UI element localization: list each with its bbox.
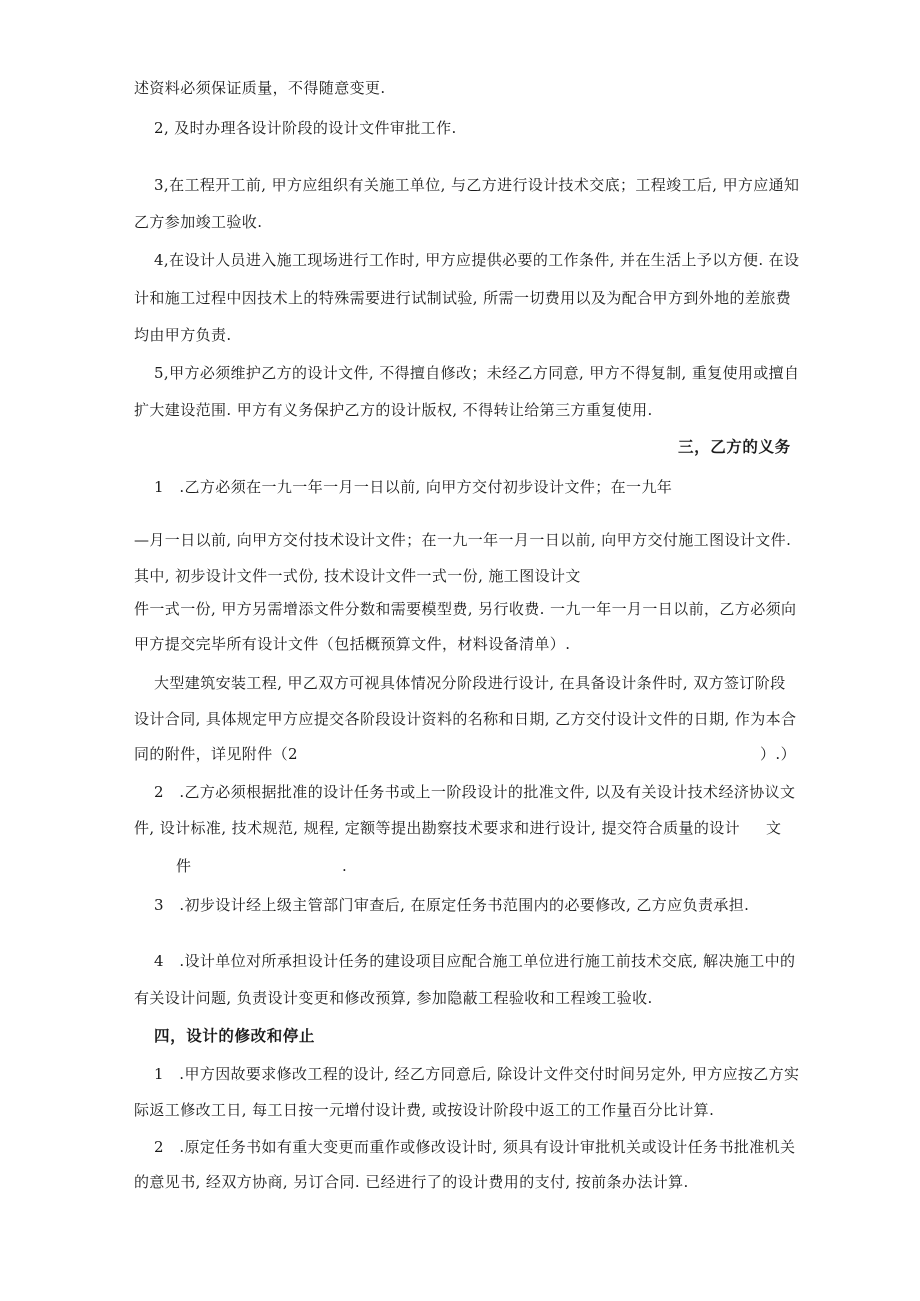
text-line: 的意见书, 经双方协商, 另订合同. 已经进行了的设计费用的支付, 按前条办法计算. bbox=[134, 1173, 689, 1191]
text-line: 计和施工过程中因技术上的特殊需要进行试制试验, 所需一切费用以及为配合甲方到外地的差旅费 bbox=[134, 289, 792, 307]
text-line: 甲方提交完毕所有设计文件（包括概预算文件，材料设备清单）. bbox=[134, 635, 571, 653]
text-line: 大型建筑安装工程, 甲乙双方可视具体情况分阶段进行设计, 在具备设计条件时, 双方签订阶段 bbox=[154, 674, 786, 692]
text-line: 件, 设计标准, 技术规范, 规程, 定额等提出勘察技术要求和进行设计, 提交符合质量的设计 bbox=[134, 819, 741, 837]
text-line: 件一式一份, 甲方另需增添文件分数和需要模型费, 另行收费. 一九一年一月一日以前，乙方必须向 bbox=[134, 600, 797, 618]
text-line: —月一日以前, 向甲方交付技术设计文件；在一九一年一月一日以前, 向甲方交付施工图设计文件. bbox=[134, 531, 792, 549]
text-line: 件 bbox=[176, 857, 192, 875]
text-line: 乙方参加竣工验收. bbox=[134, 213, 263, 231]
text-line: 3,在工程开工前, 甲方应组织有关施工单位, 与乙方进行设计技术交底；工程竣工后, 甲方应通知 bbox=[154, 176, 800, 194]
text-line: 际返工修改工日, 每工日按一元增付设计费, 或按设计阶段中返工的工作量百分比计算. bbox=[134, 1101, 715, 1119]
text-line: ）.） bbox=[760, 745, 796, 763]
text-line: 1 .乙方必须在一九一年一月一日以前, 向甲方交付初步设计文件；在一九年 bbox=[154, 478, 673, 496]
text-line: 有关设计问题, 负责设计变更和修改预算, 参加隐蔽工程验收和工程竣工验收. bbox=[134, 989, 653, 1007]
text-line: 同的附件，详见附件（2 bbox=[134, 745, 298, 763]
text-line: 设计合同, 具体规定甲方应提交各阶段设计资料的名称和日期, 乙方交付设计文件的日期, 作为本合 bbox=[134, 710, 797, 728]
text-line: . bbox=[342, 857, 348, 875]
text-line: 扩大建设范围. 甲方有义务保护乙方的设计版权, 不得转让给第三方重复使用. bbox=[134, 401, 653, 419]
text-line: 4 .设计单位对所承担设计任务的建设项目应配合施工单位进行施工前技术交底, 解决施工中的 bbox=[154, 952, 796, 970]
text-line: 述资料必须保证质量，不得随意变更. bbox=[134, 79, 386, 97]
text-line: 4,在设计人员进入施工现场进行工作时, 甲方应提供必要的工作条件, 并在生活上予以方便. 在设 bbox=[154, 251, 800, 269]
text-line: 5,甲方必须维护乙方的设计文件, 不得擅自修改；未经乙方同意, 甲方不得复制, 重复使用或擅自 bbox=[154, 364, 800, 382]
section-heading: 四，设计的修改和停止 bbox=[154, 1027, 316, 1045]
text-line: 2, 及时办理各设计阶段的设计文件审批工作. bbox=[154, 119, 457, 137]
text-line: 2 .乙方必须根据批准的设计任务书或上一阶段设计的批准文件, 以及有关设计技术经济协议文 bbox=[154, 783, 796, 801]
text-line: 2 .原定任务书如有重大变更而重作或修改设计时, 须具有设计审批机关或设计任务书批准机关 bbox=[154, 1138, 796, 1156]
text-line: 文 bbox=[766, 819, 782, 837]
text-line: 3 .初步设计经上级主管部门审查后, 在原定任务书范围内的必要修改, 乙方应负责承担. bbox=[154, 896, 750, 914]
text-line: 1 .甲方因故要求修改工程的设计, 经乙方同意后, 除设计文件交付时间另定外, 甲方应按乙方实 bbox=[154, 1065, 800, 1083]
section-heading: 三，乙方的义务 bbox=[678, 438, 791, 456]
text-line: 均由甲方负责. bbox=[134, 326, 232, 344]
text-line: 其中, 初步设计文件一式份, 技术设计文件一式一份, 施工图设计文 bbox=[134, 567, 581, 585]
